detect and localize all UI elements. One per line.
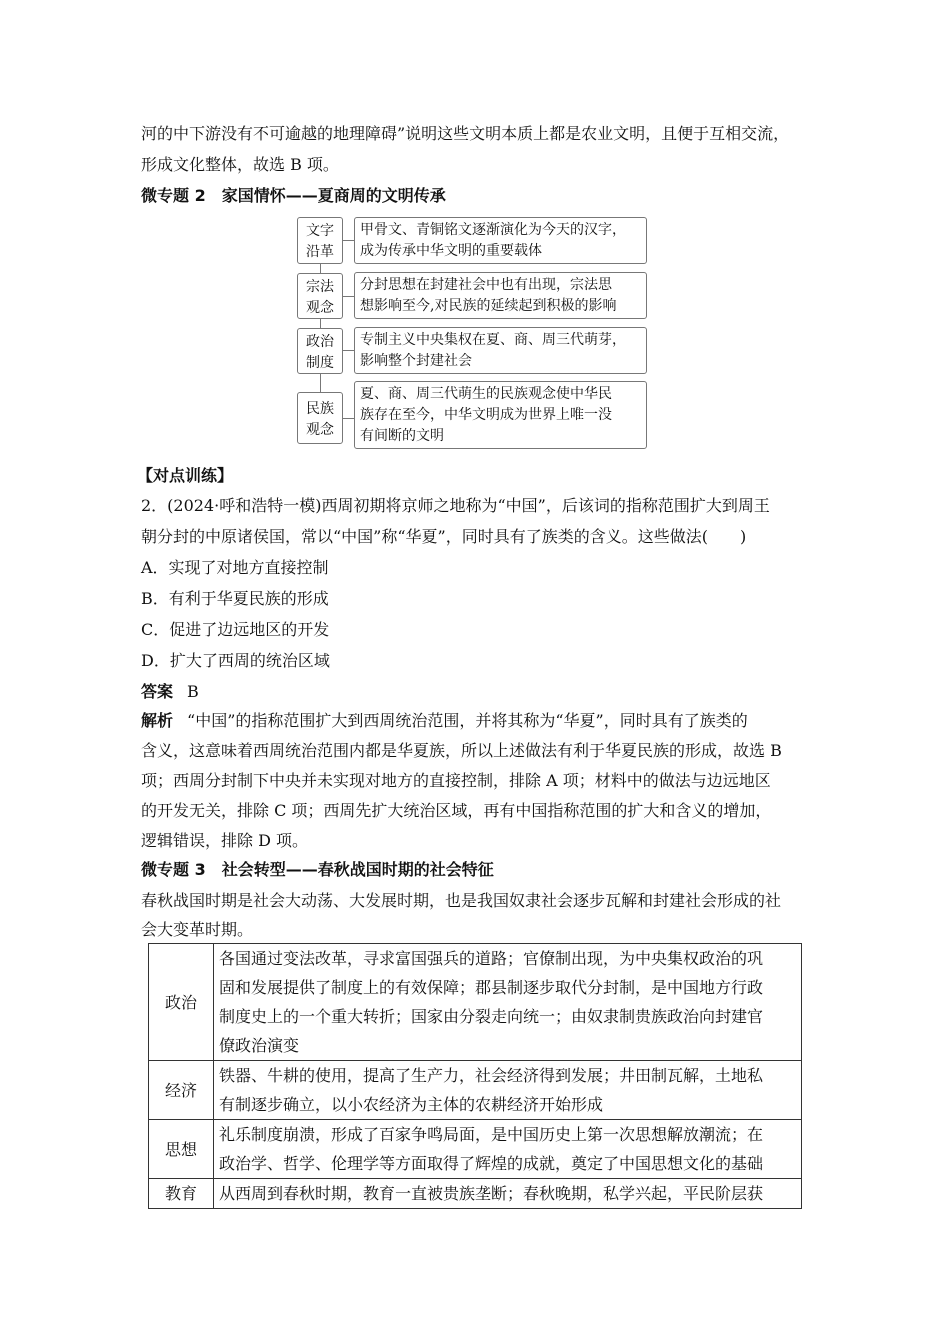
diagram-key-0: 文字 沿革 [297, 217, 343, 264]
analysis-line-4: 的开发无关，排除 C 项；西周先扩大统治区域，再有中国指称范围的扩大和含义的增加， [141, 801, 772, 820]
question-line-1: 2．(2024·呼和浩特一模)西周初期将京师之地称为“中国”，后该词的指称范围扩大到周王 [141, 496, 770, 515]
connector [320, 319, 321, 328]
topic3-title: 微专题 3 社会转型——春秋战国时期的社会特征 [141, 860, 494, 879]
connector [343, 350, 354, 351]
option-a: A．实现了对地方直接控制 [141, 558, 329, 577]
diagram-text-0: 甲骨文、青铜铭文逐渐演化为今天的汉字， 成为传承中华文明的重要载体 [354, 217, 647, 264]
analysis-text: “中国”的指称范围扩大到西周统治范围，并将其称为“华夏”，同时具有了族类的 [187, 711, 748, 730]
topic3-intro-1: 春秋战国时期是社会大动荡、大发展时期，也是我国奴隶社会逐步瓦解和封建社会形成的社 [141, 891, 782, 910]
analysis-line-1 [141, 711, 748, 731]
civilization-diagram [297, 217, 657, 452]
answer-value: B [187, 682, 199, 701]
intro-line-2: 形成文化整体，故选 B 项。 [141, 155, 339, 174]
diagram-text-3: 夏、商、周三代萌生的民族观念使中华民 族存在至今，中华文明成为世界上唯一没 有间断的文明 [354, 381, 647, 449]
connector [343, 240, 354, 241]
connector [320, 374, 321, 392]
row-key: 政治 [149, 944, 214, 1061]
topic2-title: 微专题 2 家国情怀——夏商周的文明传承 [141, 186, 446, 205]
row-content: 各国通过变法改革，寻求富国强兵的道路；官僚制出现，为中央集权政治的巩 固和发展提供了制度上的有效保障；郡县制逐步取代分封制，是中国地方行政 制度史上的一个重大转折；国家由分裂走向统一；由奴隶制贵族政治向封建官 僚政治演变 [214, 944, 802, 1061]
row-key: 思想 [149, 1120, 214, 1179]
diagram-key-1: 宗法 观念 [297, 273, 343, 319]
diagram-key-3: 民族 观念 [297, 392, 343, 444]
answer-label: 答案 [141, 682, 174, 701]
analysis-line-5: 逻辑错误，排除 D 项。 [141, 831, 309, 850]
society-features-table [148, 943, 802, 1209]
analysis-label: 解析 [141, 711, 174, 730]
practice-header: 【对点训练】 [137, 466, 234, 485]
table-row [149, 1061, 802, 1120]
analysis-line-3: 项；西周分封制下中央并未实现对地方的直接控制，排除 A 项；材料中的做法与边远地区 [141, 771, 771, 790]
connector [343, 418, 354, 419]
row-key: 教育 [149, 1179, 214, 1209]
table-row [149, 1120, 802, 1179]
question-line-2: 朝分封的中原诸侯国，常以“中国”称“华夏”，同时具有了族类的含义。这些做法( ) [141, 527, 747, 546]
intro-line-1: 河的中下游没有不可逾越的地理障碍”说明这些文明本质上都是农业文明，且便于互相交流， [141, 124, 790, 143]
diagram-key-2: 政治 制度 [297, 328, 343, 374]
option-c: C．促进了边远地区的开发 [141, 620, 330, 639]
diagram-text-1: 分封思想在封建社会中也有出现，宗法思 想影响至今,对民族的延续起到积极的影响 [354, 272, 647, 319]
diagram-text-2: 专制主义中央集权在夏、商、周三代萌芽， 影响整个封建社会 [354, 327, 647, 374]
answer [141, 682, 199, 702]
row-content: 铁器、牛耕的使用，提高了生产力，社会经济得到发展；井田制瓦解，土地私 有制逐步确立，以小农经济为主体的农耕经济开始形成 [214, 1061, 802, 1120]
row-content: 从西周到春秋时期，教育一直被贵族垄断；春秋晚期，私学兴起，平民阶层获 [214, 1179, 802, 1209]
option-d: D．扩大了西周的统治区域 [141, 651, 330, 670]
table-row [149, 1179, 802, 1209]
option-b: B．有利于华夏民族的形成 [141, 589, 329, 608]
connector [320, 264, 321, 273]
table-row [149, 944, 802, 1061]
row-content: 礼乐制度崩溃，形成了百家争鸣局面，是中国历史上第一次思想解放潮流；在 政治学、哲学、伦理学等方面取得了辉煌的成就，奠定了中国思想文化的基础 [214, 1120, 802, 1179]
topic3-intro-2: 会大变革时期。 [141, 920, 254, 939]
row-key: 经济 [149, 1061, 214, 1120]
analysis-line-2: 含义，这意味着西周统治范围内都是华夏族，所以上述做法有利于华夏民族的形成，故选 B [141, 741, 782, 760]
connector [343, 296, 354, 297]
